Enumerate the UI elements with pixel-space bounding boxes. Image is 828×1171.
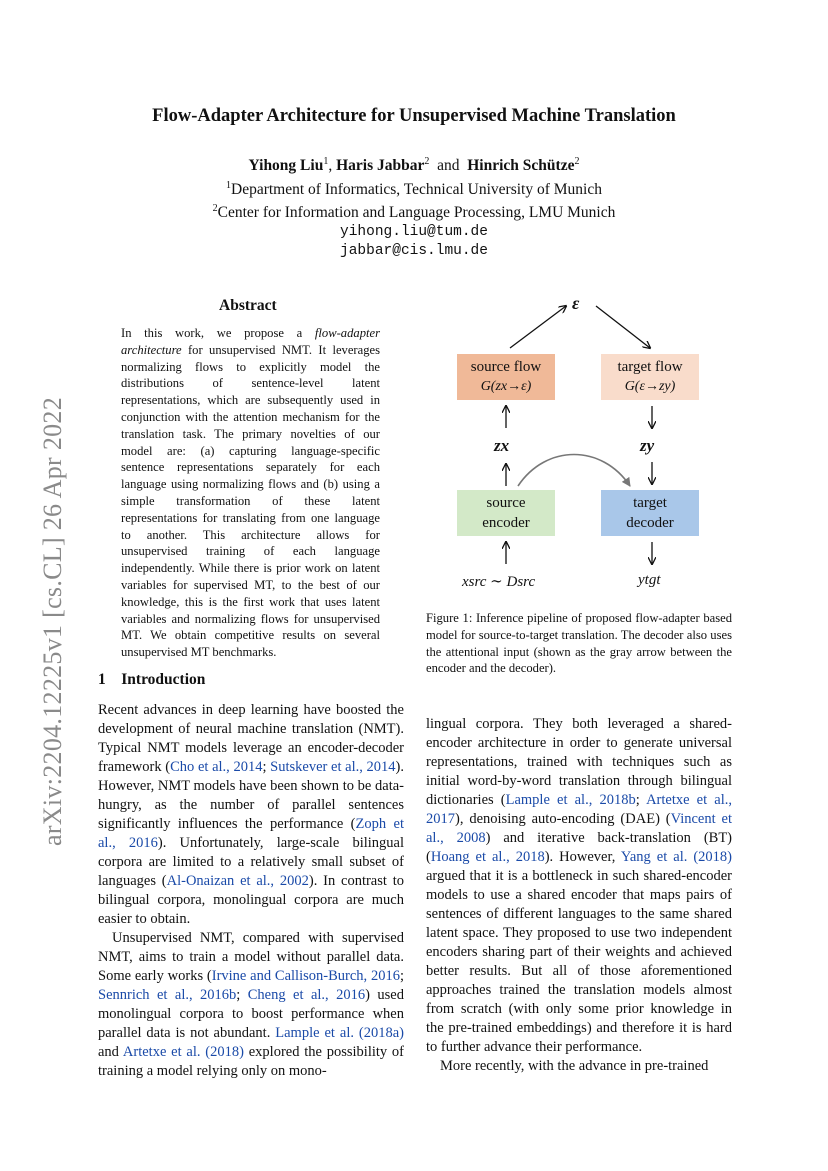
target-flow-box — [601, 354, 699, 400]
text-part: Recent advances in deep learning have boosted the development of neural machine translation (NMT). Typical NMT models leverage an encoder-decoder framework ( — [98, 702, 404, 775]
zy-label: zy — [640, 436, 655, 455]
affiliation: Department of Informatics, Technical University of Munich — [231, 180, 602, 198]
abstract-heading: Abstract — [219, 297, 277, 314]
target-output-label: ytgt — [638, 572, 661, 588]
text-part: ). Unfortunately, large-scale bilingual corpora are limited to a relatively small subset of languages ( — [98, 835, 404, 889]
arrow-to-epsilon — [510, 306, 566, 348]
affiliation-mark: 2 — [574, 156, 580, 167]
text-part: ) and iterative back-translation (BT) ( — [426, 830, 733, 865]
author-name: Haris Jabbar — [336, 157, 425, 175]
target-decoder-box — [601, 490, 699, 536]
text-part: ; — [236, 987, 248, 1003]
author-name: Yihong Liu — [248, 157, 324, 175]
arxiv-side-stamp: arXiv:2204.12225v1 [cs.CL] 26 Apr 2022 — [38, 396, 67, 846]
affiliation-mark: 1 — [323, 156, 329, 167]
text-part: ) used monolingual corpora to boost performance when parallel data is not abundant. — [98, 987, 404, 1041]
paragraph — [98, 701, 404, 929]
source-input-label: xsrc ∼ Dsrc — [462, 574, 536, 590]
section-title: Introduction — [121, 671, 206, 688]
citation-link[interactable]: Sutskever et al., 2014 — [270, 759, 396, 775]
source-flow-label: source flow — [470, 359, 542, 375]
epsilon-label: ε — [572, 293, 580, 313]
affiliation: Center for Information and Language Processing, LMU Munich — [217, 204, 616, 222]
figure-caption: Figure 1: Inference pipeline of proposed flow-adapter based model for source-to-target translation. The decoder also uses the attentional input (shown as the gray arrow between the encoder and the decoder). — [426, 611, 732, 676]
text-part: ; — [635, 792, 647, 808]
citation-link[interactable]: Lample et al., 2018b — [505, 792, 636, 808]
source-flow-box — [457, 354, 555, 400]
source-encoder-box — [457, 490, 555, 536]
abstract-text-part: In this work, we propose a — [121, 326, 315, 340]
text-part: ). However, — [544, 849, 621, 865]
affiliation-mark: 2 — [212, 203, 218, 215]
target-decoder-label: decoder — [626, 515, 674, 531]
text-part: and — [98, 1044, 123, 1060]
citation-link[interactable]: Cheng et al., 2016 — [247, 987, 366, 1003]
left-column — [98, 701, 404, 1081]
citation-link[interactable]: Irvine and Callison-Burch, 2016 — [211, 968, 400, 984]
right-column — [426, 715, 732, 1076]
text-part: ), denoising auto-encoding (DAE) ( — [455, 811, 671, 827]
arrow-from-epsilon — [596, 306, 650, 348]
citation-link[interactable]: Artetxe et al., 2017 — [426, 792, 732, 827]
paper-title: Flow-Adapter Architecture for Unsupervised Machine Translation — [152, 106, 676, 126]
text-part: ; — [262, 759, 271, 775]
citation-link[interactable]: Hoang et al., 2018 — [430, 849, 545, 865]
section-heading — [98, 671, 205, 689]
abstract-text-part: for unsupervised NMT. It leverages normalizing flows to explicitly model the distributions of sentence-level latent representations, which are subsequently used in conjunction with the attention mechanism for the translation task. The primary novelties of our model are: (a) capturing language-specific sentence representations separately for each language using normalizing flows and (b) using a simple transformation of these latent representations for translating from one language to another. This architecture allows for unsupervised training of each language independently. While there is prior work on latent variables for supervised MT, to the best of our knowledge, this is the first work that uses latent variables and normalizing flows for unsupervised MT. We obtain competitive results on several unsupervised MT benchmarks. — [121, 342, 380, 660]
text-part: lingual corpora. They both leveraged a shared-encoder architecture in order to generate universal representations, trained with techniques such as initial word-by-word translation through bilingual dictionaries ( — [426, 716, 732, 808]
zx-label: zx — [494, 436, 510, 455]
paragraph — [98, 929, 404, 1081]
author-email[interactable]: yihong.liu@tum.de — [340, 223, 488, 240]
citation-link[interactable]: Lample et al. (2018a) — [275, 1025, 404, 1041]
figure-arrows — [426, 296, 732, 596]
section-number: 1 — [98, 671, 106, 688]
citation-link[interactable]: Sennrich et al., 2016b — [98, 987, 237, 1003]
text-part: explored the possibility of training a model relying only on mono- — [98, 1044, 405, 1079]
text-part: ). In contrast to bilingual corpora, monolingual corpora are much easier to obtain. — [98, 873, 404, 927]
affiliation-mark: 2 — [424, 156, 430, 167]
citation-link[interactable]: Artetxe et al. (2018) — [122, 1044, 244, 1060]
citation-link[interactable]: Zoph et al., 2016 — [98, 816, 404, 851]
text-part: Unsupervised NMT, compared with supervised NMT, aims to train a model without parallel data. Some early works ( — [98, 930, 404, 984]
target-flow-function: G(ε→zy) — [624, 379, 676, 394]
paragraph: More recently, with the advance in pre-trained — [440, 1058, 709, 1074]
author-conjunction: and — [437, 157, 460, 175]
citation-link[interactable]: Cho et al., 2014 — [170, 759, 263, 775]
abstract-emphasis: flow-adapter architecture — [121, 326, 380, 357]
target-decoder-label: target — [633, 495, 667, 511]
source-flow-function: G(zx→ε) — [480, 379, 532, 394]
citation-link[interactable]: Vincent et al., 2008 — [426, 811, 732, 846]
figure-1 — [426, 293, 732, 596]
source-encoder-label: encoder — [482, 515, 530, 531]
citation-link[interactable]: Yang et al. (2018) — [620, 849, 733, 865]
citation-link[interactable]: Al-Onaizan et al., 2002 — [166, 873, 309, 889]
abstract-text — [121, 325, 380, 661]
text-part: argued that it is a bottleneck in such shared-encoder models to use a shared encoder that maps pairs of sentences of different languages to the same shared latent space. They proposed to use two independent encoders sharing part of their weights and achieved better results. But all of those aforementioned approaches trained the translation models almost from scratch (with only some prior knowledge in the pre-trained embeddings) and therefore it is hard to further advance their performance. — [426, 868, 732, 1055]
author-email[interactable]: jabbar@cis.lmu.de — [340, 243, 488, 260]
paragraph — [426, 715, 732, 1057]
text-part: ; — [399, 968, 404, 984]
source-encoder-label: source — [486, 495, 526, 511]
attention-arrow — [518, 455, 630, 487]
author-name: Hinrich Schütze — [467, 157, 575, 175]
text-part: ). However, NMT models have been shown to be data-hungry, as the number of parallel sentences significantly influences the performance ( — [98, 759, 405, 832]
affiliation-mark: 1 — [226, 179, 232, 191]
author-block: Yihong Liu$^1$, Haris Jabbar$^2$ and Hinrich Schütze$^2$ $^1$Department of Informatics, Technical University of Munich $^2$Center for Information and Language Processing, LMU Munich yihong.liu@tum.de jabbar@cis.lmu.de — [0, 152, 828, 262]
target-flow-label: target flow — [617, 359, 683, 375]
